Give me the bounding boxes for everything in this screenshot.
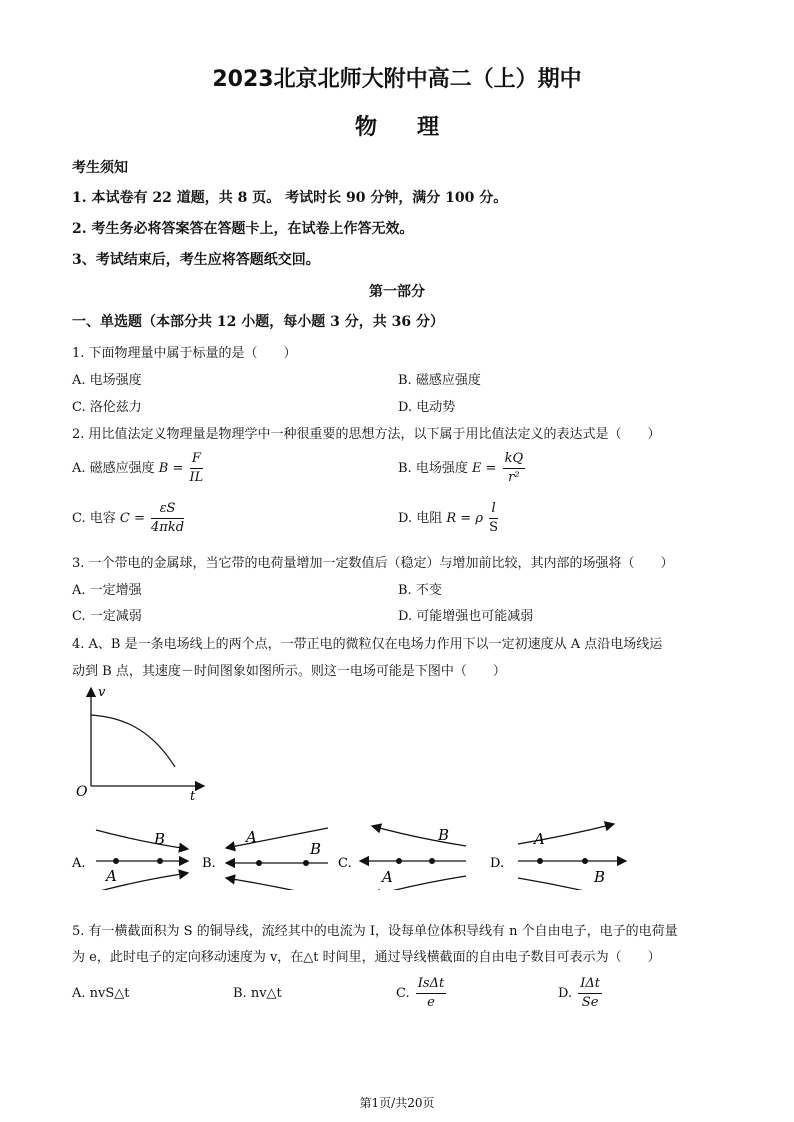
q1-option-d: D. 电动势 [398, 400, 456, 415]
q4-option-b-point-b: B [310, 840, 322, 858]
q4-velocity-time-graph [70, 682, 210, 802]
q5-c-den: e [427, 995, 435, 1010]
q4-option-a-point-b: B [154, 830, 166, 848]
q4-option-a-diagram [96, 830, 188, 890]
q4-option-b-label: B. [202, 856, 216, 871]
q5-option-a: A. nvS△t [72, 986, 130, 1001]
q2-a-label: A. 磁感应强度 [72, 461, 155, 476]
q5-option-b: B. nv△t [233, 986, 282, 1001]
graph-v-label: v [98, 685, 106, 700]
notice-item-3: 3、考试结束后，考生应将答题纸交回。 [72, 252, 320, 268]
q3-option-c: C. 一定减弱 [72, 609, 142, 624]
q5-option-c [396, 975, 448, 1012]
q4-field-options [66, 820, 666, 890]
q2-b-den: r² [508, 470, 520, 485]
q2-d-den: S [489, 520, 499, 535]
notice-item-2: 2. 考生务必将答案答在答题卡上，在试卷上作答无效。 [72, 221, 414, 237]
q5-c-label: C. [396, 986, 410, 1001]
section-heading: 一、单选题（本部分共 12 小题，每小题 3 分，共 36 分） [72, 314, 444, 330]
q3-option-d: D. 可能增强也可能减弱 [398, 609, 534, 624]
q5-d-fraction [578, 975, 602, 1012]
q3-stem: 3. 一个带电的金属球，当它带的电荷量增加一定数值后（稳定）与增加前比较，其内部的场强将（ ） [72, 556, 674, 571]
part-heading: 第一部分 [369, 284, 425, 300]
subject-title: 物理 [354, 115, 479, 140]
q5-c-fraction [416, 975, 446, 1012]
q2-c-num: εS [151, 500, 184, 519]
q5-c-num: IsΔt [416, 975, 446, 994]
q2-c-den: 4πkd [151, 520, 185, 535]
q2-b-label: B. 电场强度 [398, 461, 468, 476]
q2-b-num: kQ [503, 450, 526, 469]
page-title: 2023北京北师大附中高二（上）期中 [212, 67, 582, 92]
q4-stem-line2: 动到 B 点，其速度－时间图象如图所示。则这一电场可能是下图中（ ） [72, 664, 506, 679]
q2-d-fraction [489, 500, 498, 537]
graph-curve [91, 715, 175, 767]
q5-option-d [558, 975, 604, 1012]
q2-d-lhs: R = ρ [446, 511, 483, 526]
q2-a-fraction [190, 450, 204, 487]
q2-stem: 2. 用比值法定义物理量是物理学中一种很重要的思想方法，以下属于用比值法定义的表达式是（ ） [72, 427, 661, 442]
q4-option-d-label: D. [490, 856, 505, 871]
q5-d-num: IΔt [578, 975, 602, 994]
q5-d-den: Se [581, 995, 599, 1010]
q2-b-fraction [503, 450, 526, 487]
q1-option-b: B. 磁感应强度 [398, 373, 481, 388]
q2-d-num: l [489, 500, 498, 519]
page-footer: 第1页/共20页 [359, 1096, 435, 1110]
q2-b-lhs: E = [471, 461, 497, 476]
q4-option-d-point-b: B [594, 868, 606, 886]
q4-stem-line1: 4. A、B 是一条电场线上的两个点，一带正电的微粒仅在电场力作用下以一定初速度从 A 点沿电场线运 [72, 637, 663, 652]
notice-item-1: 1. 本试卷有 22 道题，共 8 页。 考试时长 90 分钟，满分 100 分。 [72, 190, 508, 206]
q2-c-fraction [151, 500, 184, 537]
q2-option-d [398, 500, 500, 537]
graph-t-label: t [190, 789, 196, 802]
q5-stem-line2: 为 e，此时电子的定向移动速度为 v，在△t 时间里，通过导线横截面的自由电子数目可表示为（ ） [72, 950, 661, 965]
q4-option-c-point-b: B [438, 826, 450, 844]
q2-d-label: D. 电阻 [398, 511, 443, 526]
q4-option-b-diagram [226, 828, 328, 890]
q4-option-d-point-a: A [534, 830, 545, 848]
q4-option-a-point-a: A [106, 867, 117, 885]
q5-stem-line1: 5. 有一横截面积为 S 的铜导线，流经其中的电流为 I，设每单位体积导线有 n 个自由电子，电子的电荷量 [72, 924, 678, 939]
q2-option-c [72, 500, 186, 537]
notice-heading: 考生须知 [72, 160, 128, 176]
graph-origin-label: O [76, 784, 88, 800]
q2-c-label: C. 电容 [72, 511, 116, 526]
q2-a-num: F [190, 450, 204, 469]
q4-option-a-label: A. [72, 856, 86, 871]
q4-option-d-diagram [518, 824, 626, 890]
q2-option-b [398, 450, 527, 487]
q2-option-a [72, 450, 205, 487]
q2-a-den: IL [189, 470, 204, 485]
q3-option-b: B. 不变 [398, 583, 442, 598]
q4-option-c-label: C. [338, 856, 352, 871]
q4-option-c-point-a: A [382, 868, 393, 886]
q3-option-a: A. 一定增强 [72, 583, 142, 598]
q5-d-label: D. [558, 986, 573, 1001]
q2-c-lhs: C = [119, 511, 145, 526]
q2-a-lhs: B = [158, 461, 184, 476]
q4-option-b-point-a: A [246, 828, 257, 846]
q1-option-c: C. 洛伦兹力 [72, 400, 142, 415]
q1-stem: 1. 下面物理量中属于标量的是（ ） [72, 346, 297, 361]
q4-option-c-diagram [360, 826, 466, 890]
q1-option-a: A. 电场强度 [72, 373, 142, 388]
